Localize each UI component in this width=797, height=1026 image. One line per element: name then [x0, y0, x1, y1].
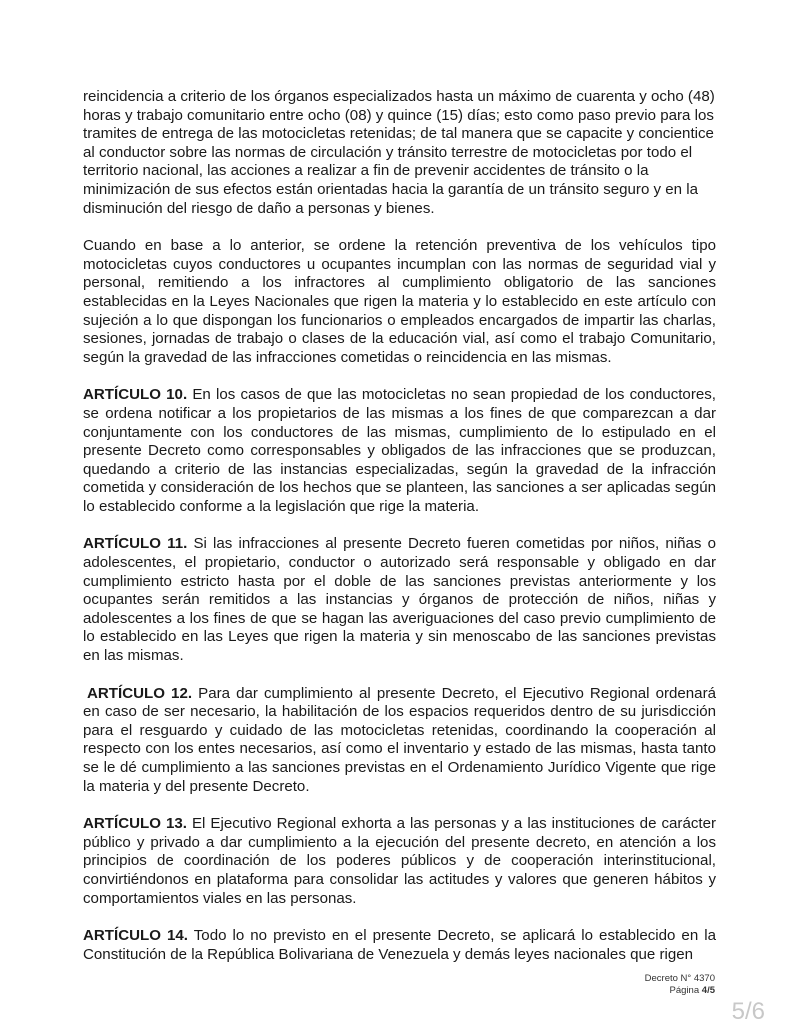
paragraph	[83, 88, 716, 218]
paragraph-text: En los casos de que las motocicletas no sean propiedad de los conductores, se ordena notificar a los propietarios de las mismas a los fines de que comparezcan a dar conjuntamente con los conductores de las mismas, cumplimiento de lo estipulado en el presente Decreto como corresponsables y obligados de las infracciones que se produzcan, quedando a criterio de las instancias especializadas, según la gravedad de la infracción cometida y consideración de los hechos que se planteen, las sanciones a ser aplicadas según lo establecido conforme a la legislación que rige la materia.	[83, 386, 716, 515]
viewer-page-counter: 5/6	[731, 998, 765, 1025]
paragraph-text: El Ejecutivo Regional exhorta a las personas y a las instituciones de carácter público y privado a dar cumplimiento a la ejecución del presente decreto, en atención a los principios de coordinación de los poderes públicos y de cooperación interinstitucional, convirtiéndonos en plataforma para consolidar las actitudes y valores que generen hábitos y comportamientos viales en las personas.	[83, 815, 716, 907]
paragraph	[83, 237, 716, 367]
article-14	[83, 927, 716, 964]
article-heading: ARTÍCULO 11.	[83, 535, 188, 553]
article-10	[83, 386, 716, 516]
paragraph-text: Para dar cumplimiento al presente Decreto, el Ejecutivo Regional ordenará en caso de ser necesario, la habilitación de los espacios requeridos dentro de su jurisdicción para el resguardo y cuidado de las motocicletas retenidas, coordinando la cooperación al respecto con los entes necesarios, así como el inventario y estado de las mismas, hasta tanto se le dé cumplimiento a las sanciones previstas en el Ordenamiento Jurídico Vigente que rige la materia y del presente Decreto.	[83, 684, 716, 795]
page-number	[645, 985, 715, 997]
page-label: Página	[669, 985, 702, 996]
decree-number: Decreto N° 4370	[644, 973, 715, 984]
paragraph-text: Todo lo no previsto en el presente Decreto, se aplicará lo establecido en la Constitución de la República Bolivariana de Venezuela y demás leyes nacionales que rigen	[83, 927, 716, 963]
page-value: 4/5	[701, 985, 715, 996]
article-heading: ARTÍCULO 10.	[83, 386, 188, 404]
article-13	[83, 815, 716, 908]
article-12	[83, 685, 716, 797]
article-heading: ARTÍCULO 12.	[87, 684, 193, 702]
paragraph-text: Cuando en base a lo anterior, se ordene la retención preventiva de los vehículos tipo motocicletas cuyos conductores u ocupantes incumplan con las normas de seguridad vial y personal, remitiendo a los infractores al cumplimiento obligatorio de las sanciones establecidas en la Leyes Nacionales que rigen la materia y lo establecido en este artículo con sujeción a lo que dispongan los funcionarios o empleados encargados de impartir las charlas, sesiones, jornadas de trabajo o clases de la educación vial, así como el trabajo Comunitario, según la gravedad de las infracciones cometidas o reincidencia en las mismas.	[83, 237, 716, 366]
document-body	[83, 88, 716, 983]
article-11	[83, 535, 716, 665]
page-footer	[645, 973, 715, 997]
paragraph-text: Si las infracciones al presente Decreto fueren cometidas por niños, niñas o adolescentes, el propietario, conductor o autorizado será responsable y obligado en dar cumplimiento estricto hasta por el doble de las sanciones previstas anteriormente y los ocupantes serán remitidos a las instancias y órganos de protección de niños, niñas y adolescentes a los fines de que se hagan las averiguaciones del caso previo cumplimiento de lo establecido en las Leyes que rigen la materia y sin menoscabo de las sanciones previstas en las mismas.	[83, 535, 716, 665]
paragraph-text: reincidencia a criterio de los órganos especializados hasta un máximo de cuarenta y ocho (48) horas y trabajo comunitario entre ocho (08) y quince (15) días; esto como paso previo para los tramites de entrega de las motocicletas retenidas; de tal manera que se capacite y concientice al conductor sobre las normas de circulación y tránsito terrestre de motocicletas por todo el territorio nacional, las acciones a realizar a fin de prevenir accidentes de tránsito o la minimización de sus efectos están orientadas hacia la garantía de un tránsito seguro y en la disminución del riesgo de daño a personas y bienes.	[83, 88, 715, 217]
article-heading: ARTÍCULO 13.	[83, 815, 187, 833]
article-heading: ARTÍCULO 14.	[83, 927, 188, 945]
